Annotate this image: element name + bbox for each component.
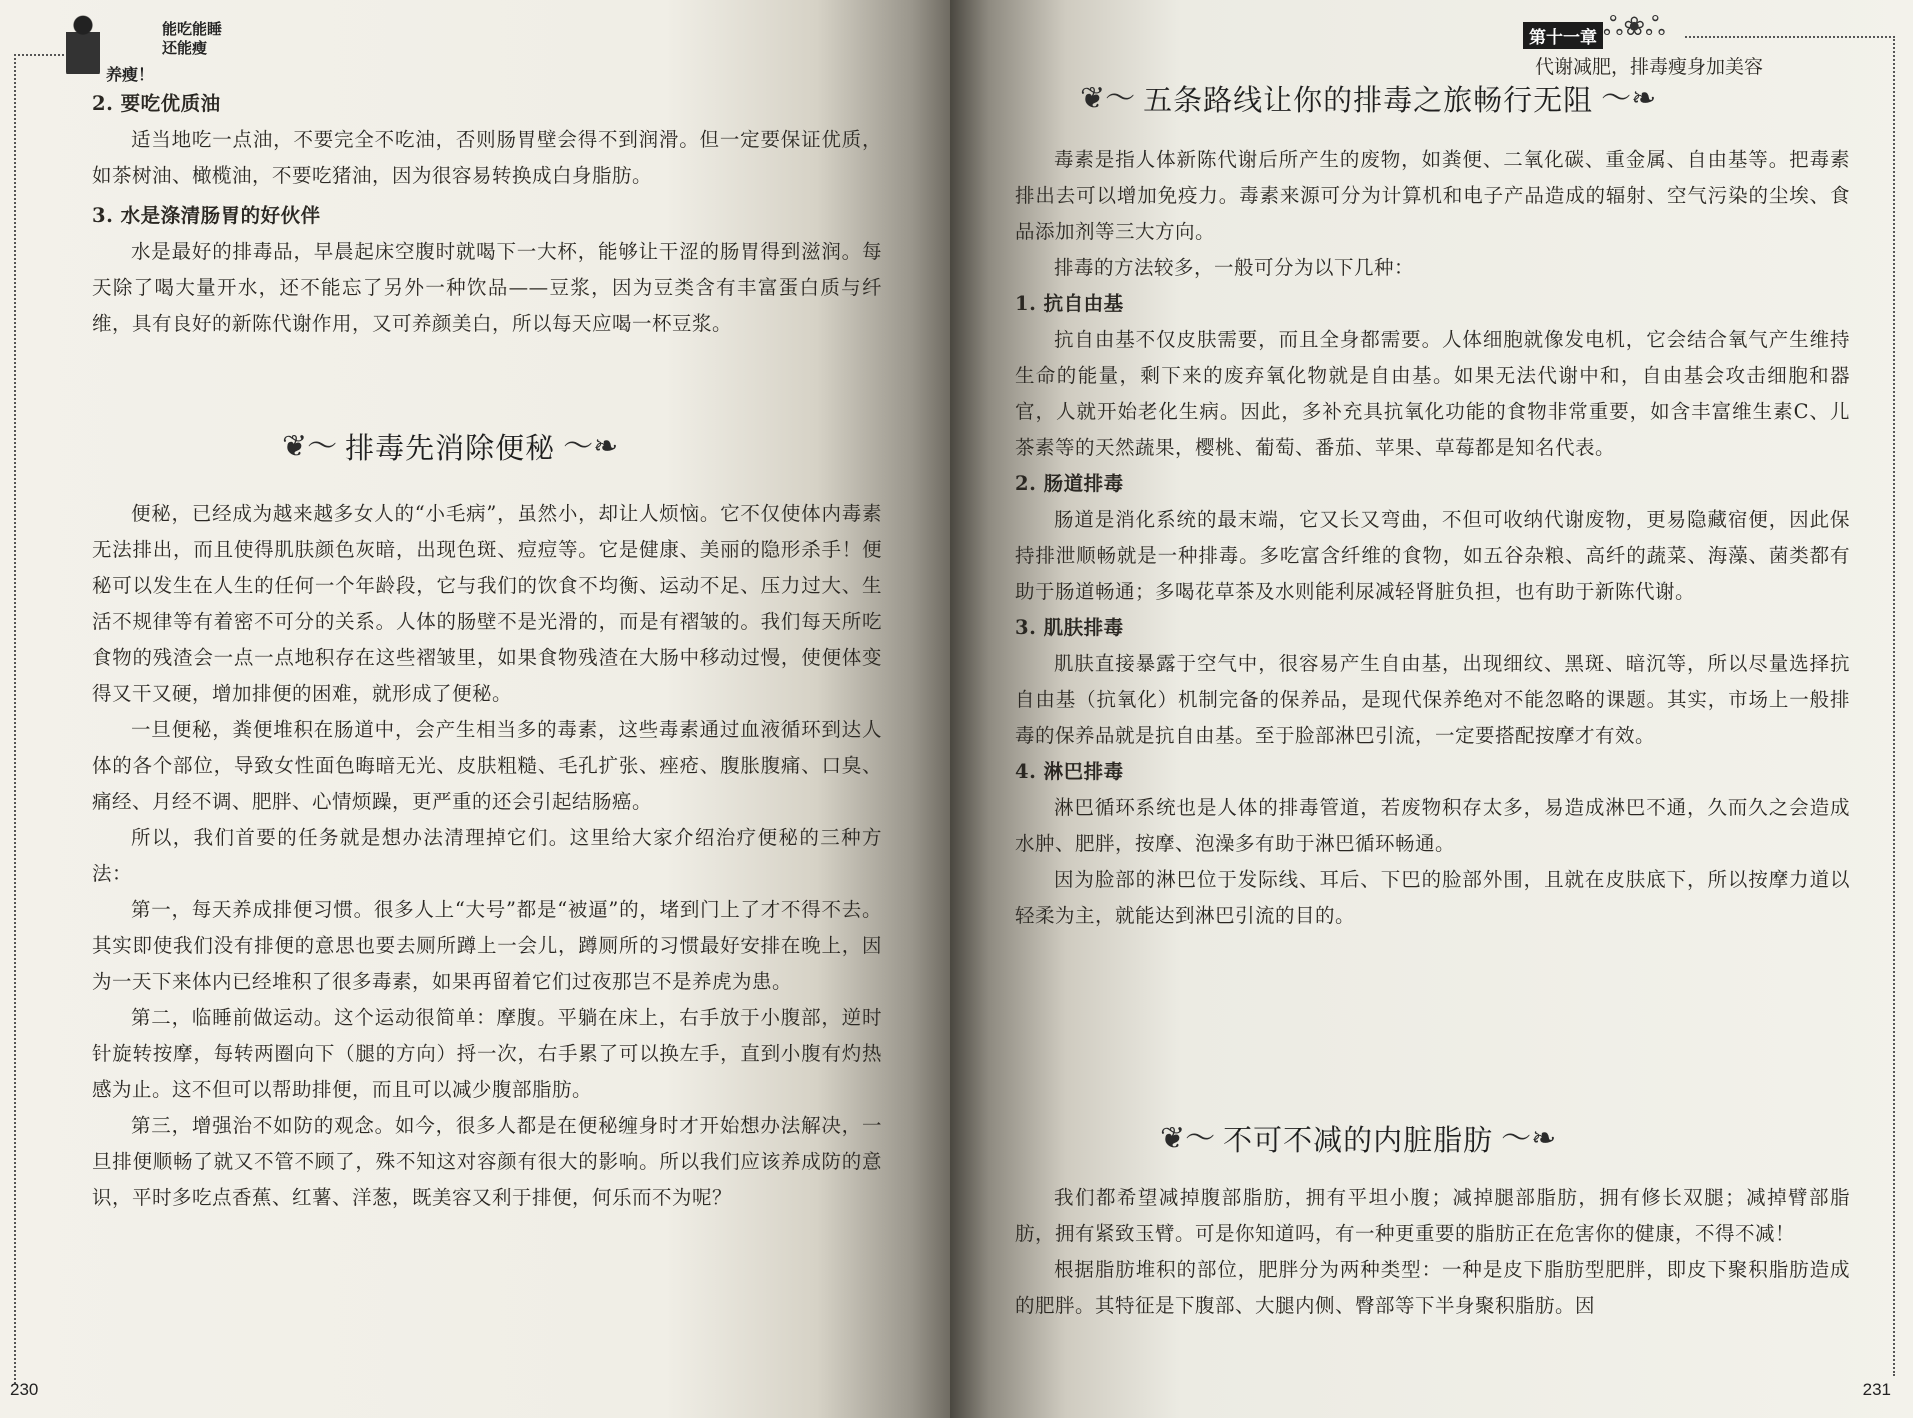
- paragraph: 便秘，已经成为越来越多女人的“小毛病”，虽然小，却让人烦恼。它不仅使体内毒素无法排出，而且使得肌肤颜色灰暗，出现色斑、痘痘等。它是健康、美丽的隐形杀手！便秘可以发生在人生的任何一个年龄段，它与我们的饮食不均衡、运动不足、压力过大、生活不规律等有着密不可分的关系。人体的肠壁不是光滑的，而是有褶皱的。我们每天所吃食物的残渣会一点一点地积存在这些褶皱里，如果食物残渣在大肠中移动过慢，使便体变得又干又硬，增加排便的困难，就形成了便秘。: [92, 502, 882, 705]
- margin-decoration: [14, 54, 16, 1384]
- paragraph: 抗自由基不仅皮肤需要，而且全身都需要。人体细胞就像发电机，它会结合氧气产生维持生命的能量，剩下来的废弃氧化物就是自由基。如果无法代谢中和，自由基会攻击细胞和器官，人就开始老化生病。因此，多补充具抗氧化功能的食物非常重要，如含丰富维生素C、儿茶素等的天然蔬果，樱桃、葡萄、番茄、苹果、草莓都是知名代表。: [1015, 328, 1850, 459]
- corner-decoration: [1685, 36, 1895, 38]
- section-title: 不可不减的内脏脂肪: [1223, 1123, 1494, 1157]
- right-bottom-text: [1015, 1180, 1850, 1324]
- section-banner-visceral-fat: [1160, 1118, 1556, 1159]
- section-banner-detox-routes: [1080, 78, 1656, 119]
- woman-silhouette-icon: [66, 14, 100, 76]
- paragraph: 所以，我们首要的任务就是想办法清理掉它们。这里给大家介绍治疗便秘的三种方法：: [92, 826, 882, 885]
- paragraph: 肠道是消化系统的最末端，它又长又弯曲，不但可收纳代谢废物，更易隐藏宿便，因此保持排泄顺畅就是一种排毒。多吃富含纤维的食物，如五谷杂粮、高纤的蔬菜、海藻、菌类都有助于肠道畅通；多喝花草茶及水则能利尿减轻肾脏负担，也有助于新陈代谢。: [1015, 508, 1850, 603]
- swirl-ornament-icon: ஃ❀ஃ: [1603, 12, 1666, 42]
- chapter-label: 第十一章: [1523, 22, 1603, 49]
- swirl-ornament-icon: ❦～: [1160, 1120, 1216, 1156]
- subheading: 3. 肌肤排毒: [1015, 616, 1124, 639]
- page-number: 231: [1862, 1380, 1891, 1399]
- paragraph: 淋巴循环系统也是人体的排毒管道，若废物积存太多，易造成淋巴不通，久而久之会造成水肿、肥胖，按摩、泡澡多有助于淋巴循环畅通。: [1015, 796, 1850, 855]
- page-number: 230: [10, 1380, 39, 1399]
- subheading-oil: 2. 要吃优质油: [92, 92, 221, 115]
- swirl-ornament-icon: ❦～: [282, 428, 338, 464]
- logo-tagline: 能吃能睡 还能瘦: [162, 20, 223, 57]
- subheading: 4. 淋巴排毒: [1015, 760, 1124, 783]
- paragraph: 第三，增强治不如防的观念。如今，很多人都是在便秘缠身时才开始想办法解决，一旦排便顺畅了就又不管不顾了，殊不知这对容颜有很大的影响。所以我们应该养成防的意识，平时多吃点香蕉、红薯、洋葱，既美容又利于排便，何乐而不为呢？: [92, 1114, 882, 1209]
- swirl-ornament-icon: ～❧: [1601, 80, 1657, 116]
- right-body-text: [1015, 142, 1850, 934]
- section-title: 五条路线让你的排毒之旅畅行无阻: [1143, 83, 1594, 117]
- paragraph: 排毒的方法较多，一般可分为以下几种：: [1054, 256, 1415, 279]
- paragraph: 肌肤直接暴露于空气中，很容易产生自由基，出现细纹、黑斑、暗沉等，所以尽量选择抗自由基（抗氧化）机制完备的保养品，是现代保养绝对不能忽略的课题。其实，市场上一般排毒的保养品就是抗自由基。至于脸部淋巴引流，一定要搭配按摩才有效。: [1015, 652, 1850, 747]
- paragraph-oil: 适当地吃一点油，不要完全不吃油，否则肠胃壁会得不到润滑。但一定要保证优质，如茶树油、橄榄油，不要吃猪油，因为很容易转换成白身脂肪。: [92, 128, 882, 187]
- paragraph: 根据脂肪堆积的部位，肥胖分为两种类型：一种是皮下脂肪型肥胖，即皮下聚积脂肪造成的肥胖。其特征是下腹部、大腿内侧、臀部等下半身聚积脂肪。因: [1015, 1258, 1850, 1317]
- section-banner-constipation: [282, 426, 618, 467]
- paragraph: 因为脸部的淋巴位于发际线、耳后、下巴的脸部外围，且就在皮肤底下，所以按摩力道以轻柔为主，就能达到淋巴引流的目的。: [1015, 868, 1850, 927]
- swirl-ornament-icon: ～❧: [563, 428, 619, 464]
- left-top-text: [92, 86, 882, 342]
- paragraph: 第一，每天养成排便习惯。很多人上“大号”都是“被逼”的，堵到门上了才不得不去。其实即使我们没有排便的意思也要去厕所蹲上一会儿，蹲厕所的习惯最好安排在晚上，因为一天下来体内已经堆积了很多毒素，如果再留着它们过夜那岂不是养虎为患。: [92, 898, 882, 993]
- chapter-header: [1523, 12, 1673, 48]
- right-page: [950, 0, 1913, 1418]
- subheading-water: 3. 水是涤清肠胃的好伙伴: [92, 204, 321, 227]
- subheading: 1. 抗自由基: [1015, 292, 1124, 315]
- left-body-text: [92, 496, 882, 1216]
- subheading: 2. 肠道排毒: [1015, 472, 1124, 495]
- swirl-ornament-icon: ❦～: [1080, 80, 1136, 116]
- paragraph: 一旦便秘，粪便堆积在肠道中，会产生相当多的毒素，这些毒素通过血液循环到达人体的各个部位，导致女性面色晦暗无光、皮肤粗糙、毛孔扩张、痤疮、腹胀腹痛、口臭、痛经、月经不调、肥胖、心情烦躁，更严重的还会引起结肠癌。: [92, 718, 882, 813]
- paragraph-water: 水是最好的排毒品，早晨起床空腹时就喝下一大杯，能够让干涩的肠胃得到滋润。每天除了喝大量开水，还不能忘了另外一种饮品——豆浆，因为豆类含有丰富蛋白质与纤维，具有良好的新陈代谢作用，又可养颜美白，所以每天应喝一杯豆浆。: [92, 240, 882, 335]
- paragraph: 毒素是指人体新陈代谢后所产生的废物，如粪便、二氧化碳、重金属、自由基等。把毒素排出去可以增加免疫力。毒素来源可分为计算机和电子产品造成的辐射、空气污染的尘埃、食品添加剂等三大方向。: [1015, 148, 1850, 243]
- paragraph: 我们都希望减掉腹部脂肪，拥有平坦小腹；减掉腿部脂肪，拥有修长双腿；减掉臂部脂肪，拥有紧致玉臂。可是你知道吗，有一种更重要的脂肪正在危害你的健康，不得不减！: [1015, 1186, 1850, 1245]
- paragraph: 第二，临睡前做运动。这个运动很简单：摩腹。平躺在床上，右手放于小腹部，逆时针旋转按摩，每转两圈向下（腿的方向）捋一次，右手累了可以换左手，直到小腹有灼热感为止。这不但可以帮助排便，而且可以减少腹部脂肪。: [92, 1006, 882, 1101]
- swirl-ornament-icon: ～❧: [1501, 1120, 1557, 1156]
- book-logo: [66, 14, 226, 84]
- margin-decoration: [1893, 36, 1895, 1376]
- section-title: 排毒先消除便秘: [345, 431, 556, 465]
- left-page: [0, 0, 950, 1418]
- chapter-subtitle: 代谢减肥，排毒瘦身加美容: [1534, 56, 1763, 78]
- logo-title: 养瘦！: [106, 65, 155, 84]
